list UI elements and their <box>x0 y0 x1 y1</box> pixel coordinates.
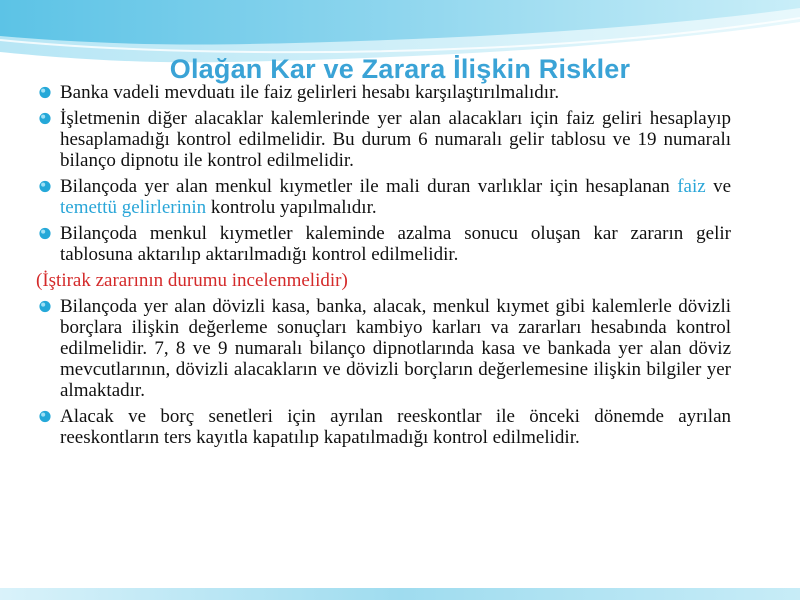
circle-bullet-icon <box>38 227 52 240</box>
bullet-item <box>36 176 731 218</box>
circle-bullet-icon <box>38 300 52 313</box>
circle-bullet-icon <box>38 180 52 193</box>
bullet-text: Alacak ve borç senetleri için ayrılan reeskontlar ile önceki dönemde ayrılan reeskontların ters kayıtla kapatılıp kapatılmadığı kontrol edilmelidir. <box>60 406 731 448</box>
bullet-item <box>36 223 731 265</box>
bullet-text: Bilançoda menkul kıymetler kaleminde azalma sonucu oluşan kar zararın gelir tablosuna aktarılıp aktarılmadığı kontrol edilmelidir. <box>60 223 731 265</box>
bullet-item <box>36 108 731 171</box>
bullet-item <box>36 296 731 401</box>
bullet-text: Bilançoda yer alan dövizli kasa, banka, alacak, menkul kıymet gibi kalemlerle dövizli borçlara ilişkin değerleme sonuçları kambiyo karları va zararları hesabında kontrol edilmelidir. 7, 8 ve 9 numaralı bilanço dipnotlarında kasa ve bankada yer alan döviz mevcutlarının, dövizli alacakların ve dövizli borçların değerlemesine ilişkin bilgiler yer almaktadır. <box>60 296 731 401</box>
circle-bullet-icon <box>38 112 52 125</box>
highlighted-term: temettü gelirlerinin <box>60 197 207 218</box>
bullet-item <box>36 82 731 103</box>
circle-bullet-icon <box>38 86 52 99</box>
slide-title: Olağan Kar ve Zarara İlişkin Riskler <box>169 54 631 84</box>
bullet-text: Banka vadeli mevduatı ile faiz gelirleri hesabı karşılaştırılmalıdır. <box>60 82 560 103</box>
red-note: (İştirak zararının durumu incelenmelidir) <box>36 270 348 291</box>
bullet-text: İşletmenin diğer alacaklar kalemlerinde yer alan alacakları için faiz geliri hesaplayıp hesaplamadığı kontrol edilmelidir. Bu durum 6 numaralı gelir tablosu ve 19 numaralı bilanço dipnotu ile kontrol edilmelidir. <box>60 108 731 171</box>
bullet-text: ve <box>705 176 732 197</box>
bullet-text: Bilançoda yer alan menkul kıymetler ile mali duran varlıklar için hesaplanan <box>60 176 678 197</box>
bullet-text: kontrolu yapılmalıdır. <box>206 197 377 218</box>
circle-bullet-icon <box>38 410 52 423</box>
bottom-decoration-strip <box>0 588 800 600</box>
slide-content <box>36 82 731 453</box>
highlighted-term: faiz <box>677 176 706 197</box>
bullet-item <box>36 406 731 448</box>
